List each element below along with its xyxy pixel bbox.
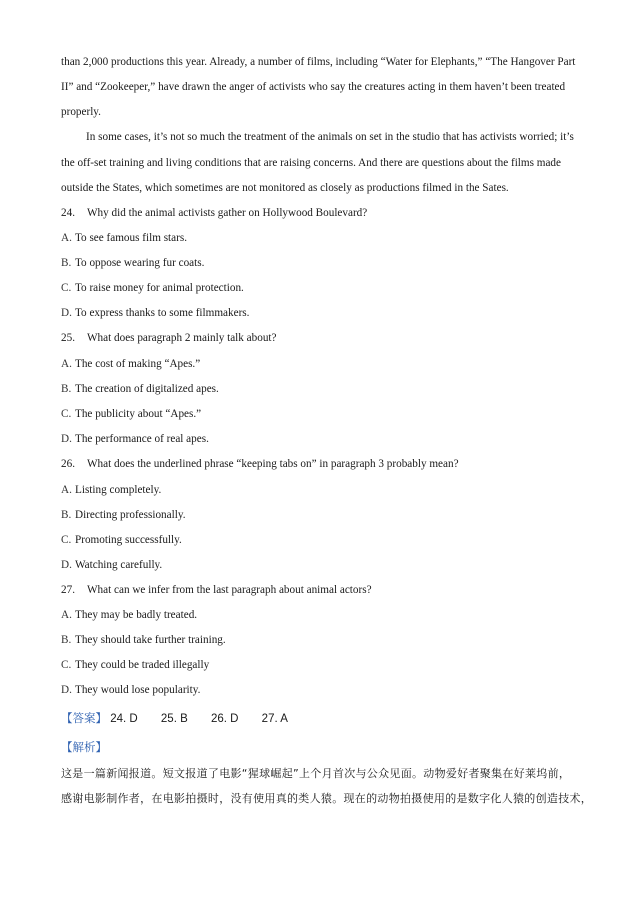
option-25-a (61, 357, 610, 371)
answer-item: 24. D (110, 713, 138, 725)
question-text: What can we infer from the last paragraph about animal actors? (87, 584, 372, 596)
option-text: They may be badly treated. (75, 609, 198, 621)
passage-line: than 2,000 productions this year. Already, a number of films, including “Water for Elephants,” “The Hangover Part (61, 56, 576, 68)
option-text: They should take further training. (75, 634, 226, 646)
question-text: Why did the animal activists gather on Hollywood Boulevard? (87, 207, 368, 219)
option-letter: A. (61, 232, 72, 244)
answer-line (61, 712, 610, 726)
option-text: The cost of making “Apes.” (75, 358, 201, 370)
option-text: To raise money for animal protection. (75, 282, 244, 294)
option-text: They could be traded illegally (75, 659, 210, 671)
option-24-b (61, 256, 610, 270)
option-26-b (61, 508, 610, 522)
question-number: 25. (61, 332, 75, 344)
option-27-a (61, 608, 610, 622)
option-24-a (61, 231, 610, 245)
option-letter: A. (61, 358, 72, 370)
analysis-line: 这是一篇新闻报道。短文报道了电影“猩球崛起”上个月首次与公众见面。动物爱好者聚集在好莱坞前， (61, 767, 571, 780)
option-letter: C. (61, 659, 72, 671)
passage-line: In some cases, it’s not so much the treatment of the animals on set in the studio that has activists worried; it’s (86, 131, 574, 143)
option-text: To oppose wearing fur coats. (75, 257, 205, 269)
option-letter: A. (61, 484, 72, 496)
option-letter: B. (61, 509, 72, 521)
option-27-b (61, 633, 610, 647)
answer-item: 25. B (160, 713, 188, 725)
option-text: The performance of real apes. (75, 433, 209, 445)
question-text: What does the underlined phrase “keeping tabs on” in paragraph 3 probably mean? (87, 458, 459, 470)
option-letter: D. (61, 684, 72, 696)
option-text: Promoting successfully. (75, 534, 182, 546)
option-26-a (61, 483, 610, 497)
question-27 (61, 583, 610, 597)
option-letter: B. (61, 634, 72, 646)
question-number: 26. (61, 458, 75, 470)
option-letter: C. (61, 282, 72, 294)
option-letter: D. (61, 307, 72, 319)
option-text: The publicity about “Apes.” (75, 408, 202, 420)
option-27-d (61, 683, 610, 697)
question-text: What does paragraph 2 mainly talk about? (87, 332, 277, 344)
option-26-d (61, 558, 610, 572)
option-26-c (61, 533, 610, 547)
option-25-b (61, 382, 610, 396)
analysis-line: 感谢电影制作者，在电影拍摄时，没有使用真的类人猿。现在的动物拍摄使用的是数字化人猿的创造技术， (61, 792, 593, 805)
option-24-d (61, 306, 610, 320)
passage-line: outside the States, which sometimes are not monitored as closely as productions filmed in the Sates. (61, 182, 509, 194)
option-text: Watching carefully. (75, 559, 163, 571)
question-25 (61, 331, 610, 345)
option-25-c (61, 407, 610, 421)
passage-line: the off-set training and living conditions that are raising concerns. And there are questions about the films made (61, 157, 561, 169)
option-27-c (61, 658, 610, 672)
option-25-d (61, 432, 610, 446)
option-24-c (61, 281, 610, 295)
option-letter: A. (61, 609, 72, 621)
answer-item: 26. D (210, 713, 239, 725)
option-text: They would lose popularity. (75, 684, 201, 696)
question-24 (61, 206, 610, 220)
answer-label: 【答案】 (61, 713, 107, 725)
passage-line: II” and “Zookeeper,” have drawn the anger of activists who say the creatures acting in them haven’t been treated (61, 81, 566, 93)
option-letter: B. (61, 383, 72, 395)
option-text: Listing completely. (75, 484, 162, 496)
question-number: 24. (61, 207, 75, 219)
analysis-label: 【解析】 (61, 742, 107, 754)
question-number: 27. (61, 584, 75, 596)
passage-line: properly. (61, 106, 101, 118)
option-letter: D. (61, 433, 72, 445)
option-letter: B. (61, 257, 72, 269)
option-letter: C. (61, 534, 72, 546)
option-letter: D. (61, 559, 72, 571)
option-text: To see famous film stars. (75, 232, 187, 244)
option-text: The creation of digitalized apes. (75, 383, 219, 395)
question-26 (61, 457, 610, 471)
option-letter: C. (61, 408, 72, 420)
option-text: Directing professionally. (75, 509, 186, 521)
answer-item: 27. A (261, 713, 288, 725)
option-text: To express thanks to some filmmakers. (75, 307, 250, 319)
